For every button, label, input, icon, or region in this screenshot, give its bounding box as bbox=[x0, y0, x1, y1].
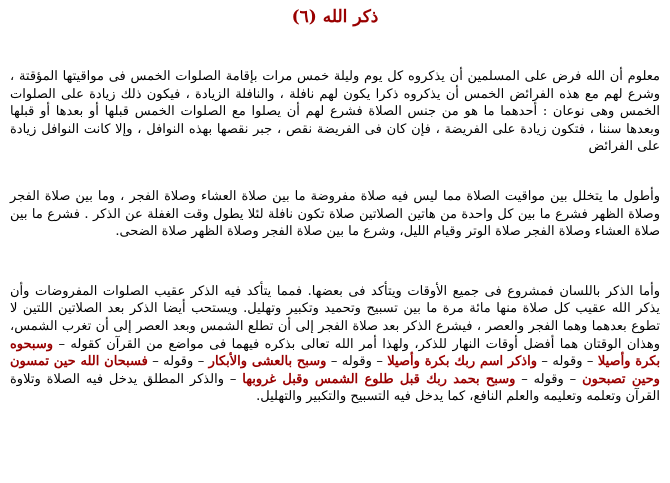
quran-quote-2: واذكر اسم ربك بكرة وأصيلا bbox=[387, 354, 537, 370]
separator-2: – وقوله – bbox=[330, 354, 383, 370]
paragraph-3-intro: وأما الذكر باللسان فمشروع فى جميع الأوقات ويتأكد فى بعضها. فمما يتأكد فيه الذكر عقيب الصلوات المفروضات وأن يذكر الله عقيب كل صلاة منها مائة مرة ما بين تسبيح وتحميد وتكبير وتهليل. ويستحب أيضا الذكر بعد الصلاتين اللتين لا تطوع بعدهما وهما الفجر والعصر ، فيشرع الذكر بعد صلاة الفجر إلى أن تطلع الشمس وبعد العصر إلى أن تغرب الشمس، وهذان الوقتان هما أفضل أوقات النهار للذكر، ولهذا أمر الله تعالى بذكره فيهما فى مواضع من القرآن كقوله – bbox=[10, 283, 660, 352]
separator-1: – وقوله – bbox=[541, 354, 594, 370]
quran-quote-4: فسبحان الله حين تمسون وحين تصبحون bbox=[10, 354, 660, 387]
paragraph-1: معلوم أن الله فرض على المسلمين أن يذكروه كل يوم وليلة خمس مرات بإقامة الصلوات الخمس فى مواقيتها المؤقتة ، وشرع لهم مع هذه الفرائض الخمس أن يذكروه ذكرا يكون لهم نافلة ، والنافلة الزيادة ، فيكون ذلك زيادة على الصلوات الخمس وهى نوعان : أحدهما ما هو من جنس الصلاة فشرع لهم أن يصلوا مع الصلوات الخمس قبلها أو بعدها أو قبلها وبعدها سننا ، فتكون زيادة على الفريضة ، فإن كان فى الفريضة نقص ، جبر نقصها بهذه النوافل ، وإلا كانت النوافل زيادة على الفرائض bbox=[10, 69, 660, 155]
page-title: ذكر الله (٦) bbox=[291, 7, 379, 27]
paragraph-3 bbox=[10, 283, 660, 406]
quran-quote-1: وسبحوه بكرة وأصيلا bbox=[10, 336, 661, 370]
paragraph-2: وأطول ما يتخلل بين مواقيت الصلاة مما ليس فيه صلاة مفروضة ما بين صلاة العشاء وصلاة الفجر ، وما بين صلاة الفجر وصلاة الظهر فشرع ما بين كل واحدة من هاتين الصلاتين صلاة تكون نافلة لئلا يطول وقت الغفلة عن الذكر . فشرع ما بين صلاة العشاء وصلاة الفجر صلاة الوتر وقيام الليل، وشرع ما بين صلاة الفجر وصلاة الظهر صلاة الضحى. bbox=[10, 188, 660, 240]
separator-4: – وقوله – bbox=[521, 371, 577, 387]
separator-3: – وقوله – bbox=[152, 354, 205, 370]
paragraph-3-outro: – والذكر المطلق يدخل فيه الصلاة وتلاوة القرآن وتعلمه وتعليمه والعلم النافع، كما يدخل فيه التسبيح والتكبير والتهليل. bbox=[10, 371, 660, 405]
quran-quote-5: وسبح بحمد ربك قبل طلوع الشمس وقبل غروبها bbox=[242, 371, 516, 387]
quran-quote-3: وسبح بالعشى والأبكار bbox=[208, 354, 327, 370]
